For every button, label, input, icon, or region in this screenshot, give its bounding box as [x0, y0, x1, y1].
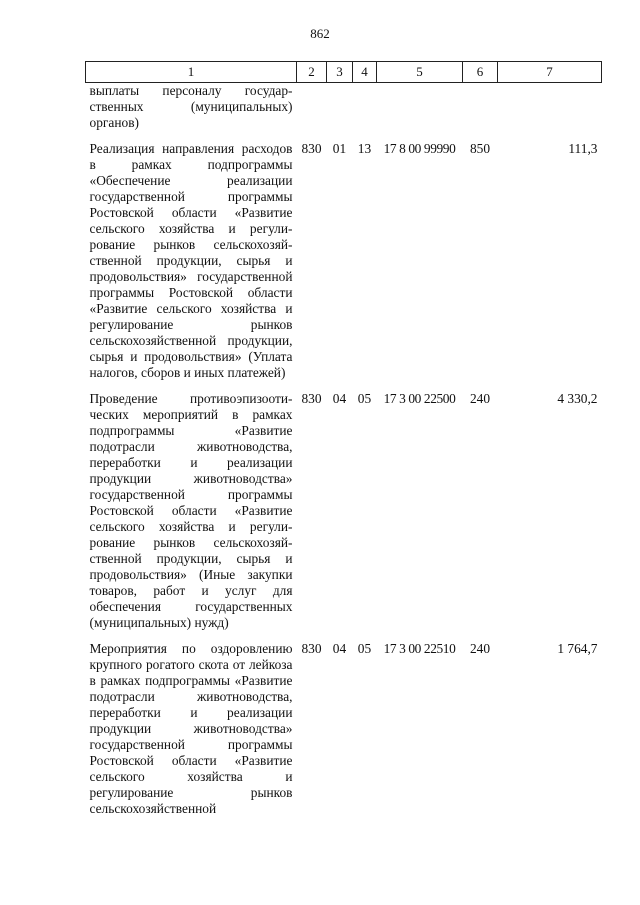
row-subsection-code: 13 [357, 141, 372, 156]
row-target-article: 17 8 00 99990 [383, 141, 456, 156]
table-row [86, 83, 602, 140]
row-amount [498, 83, 602, 140]
row-subsection-code: 05 [357, 641, 372, 656]
column-header-1: 1 [86, 62, 297, 83]
row-section-code: 04 [332, 641, 347, 656]
row-target-article: 17 3 00 22510 [383, 641, 456, 656]
row-expense-type: 240 [469, 641, 491, 656]
table-header-row [86, 62, 602, 83]
row-ministry-code: 830 [301, 641, 322, 656]
row-description: Проведение противоэпизоотических мероприятий в рамках подпрограммы «Развитие подотрасли животноводства, переработки и реализации продукции животноводства» государственной программы Ростовской области «Развитие сельского хозяйства и регулирование рынков сельскохозяйственной продукции, сырья и продовольствия» (Иные закупки товаров, работ и услуг для обеспечения государственных (муниципальных) нужд) [89, 391, 293, 630]
row-ministry-code: 830 [301, 391, 322, 406]
row-expense-type: 240 [469, 391, 491, 406]
column-header-4: 4 [353, 62, 377, 83]
row-section-code: 04 [332, 391, 347, 406]
row-amount: 1 764,7 [557, 641, 598, 656]
row-target-article: 17 3 00 22500 [383, 391, 456, 406]
row-subsection-code: 05 [357, 391, 372, 406]
table-row [86, 389, 602, 639]
page-number: 862 [310, 26, 330, 41]
row-description: Реализация направления расходов в рамках подпрограммы «Обеспечение реализации государственной программы Ростовской области «Развитие сельского хозяйства и регулирование рынков сельскохозяйственной продукции, сырья и продовольствия» государственной программы Ростовской области «Развитие сельского хозяйства и регулирование рынков сельскохозяйственной продукции, сырья и продовольствия» (Уплата налогов, сборов и иных платежей) [89, 141, 293, 380]
row-section-code [327, 83, 353, 140]
column-header-5: 5 [377, 62, 463, 83]
row-expense-type [463, 83, 498, 140]
row-section-code: 01 [332, 141, 347, 156]
row-description: выплаты персоналу государственных (муниципальных) органов) [89, 83, 293, 130]
row-amount: 4 330,2 [557, 391, 598, 406]
row-target-article [377, 83, 463, 140]
row-amount: 111,3 [568, 141, 598, 156]
budget-table [85, 61, 602, 825]
row-ministry-code [297, 83, 327, 140]
column-header-2: 2 [297, 62, 327, 83]
column-header-3: 3 [327, 62, 353, 83]
row-description: Мероприятия по оздоровлению крупного рогатого скота от лейкоза в рамках подпрограммы «Развитие подотрасли животноводства, переработки и реализации продукции животноводства» государственной программы Ростовской области «Развитие сельского хозяйства и регулирование рынков сельскохозяйственной [89, 641, 293, 816]
table-row [86, 139, 602, 389]
column-header-7: 7 [498, 62, 602, 83]
row-ministry-code: 830 [301, 141, 322, 156]
column-header-6: 6 [463, 62, 498, 83]
row-subsection-code [353, 83, 377, 140]
table-row [86, 639, 602, 825]
row-expense-type: 850 [469, 141, 491, 156]
